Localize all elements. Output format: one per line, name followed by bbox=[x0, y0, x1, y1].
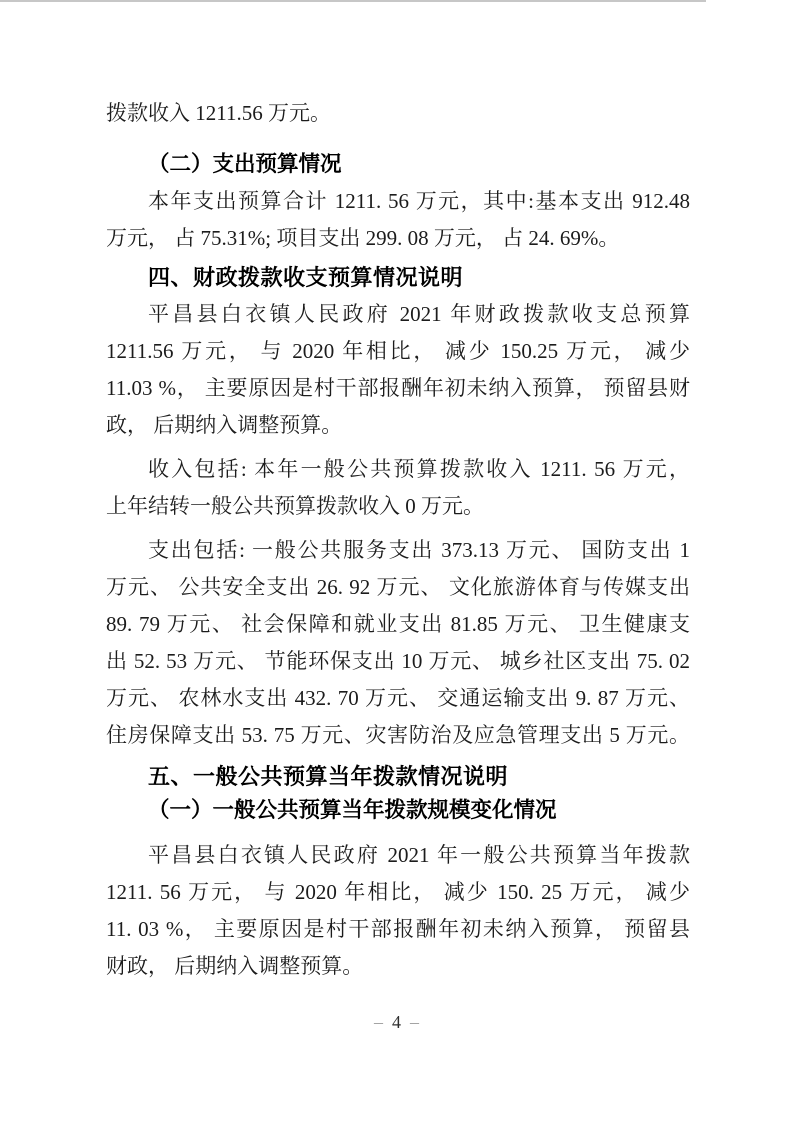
page-number-dash-right: – bbox=[410, 1012, 419, 1032]
subsection-heading-appropriation-scale-change: （一）一般公共预算当年拨款规模变化情况 bbox=[148, 798, 557, 822]
paragraph-line: 1211. 56 万元， 与 2020 年相比， 减少 150. 25 万元， 减少 bbox=[106, 880, 690, 904]
paragraph-line: 住房保障支出 53. 75 万元、灾害防治及应急管理支出 5 万元。 bbox=[106, 723, 690, 747]
paragraph-line: 11.03 %， 主要原因是村干部报酬年初未纳入预算， 预留县财 bbox=[106, 376, 690, 400]
paragraph-line: 本年支出预算合计 1211. 56 万元，其中:基本支出 912.48 bbox=[148, 189, 690, 213]
paragraph-line: 财政， 后期纳入调整预算。 bbox=[106, 954, 364, 978]
subsection-heading-expenditure-budget: （二）支出预算情况 bbox=[148, 152, 342, 176]
carryover-paragraph-line: 拨款收入 1211.56 万元。 bbox=[106, 101, 331, 125]
paragraph-line: 支出包括: 一般公共服务支出 373.13 万元、 国防支出 1 bbox=[148, 538, 690, 562]
paragraph-line: 万元、 农林水支出 432. 70 万元、 交通运输支出 9. 87 万元、 bbox=[106, 686, 690, 710]
scan-edge-artifact bbox=[0, 0, 706, 2]
paragraph-line: 平昌县白衣镇人民政府 2021 年财政拨款收支总预算 bbox=[148, 302, 690, 326]
paragraph-line: 收入包括: 本年一般公共预算拨款收入 1211. 56 万元， bbox=[148, 457, 690, 481]
page-footer bbox=[0, 1008, 793, 1036]
paragraph-line: 89. 79 万元、 社会保障和就业支出 81.85 万元、 卫生健康支 bbox=[106, 612, 690, 636]
page-number-dash-left: – bbox=[374, 1012, 383, 1032]
section-heading-general-public-budget: 五、一般公共预算当年拨款情况说明 bbox=[148, 764, 509, 789]
section-heading-fiscal-appropriation: 四、财政拨款收支预算情况说明 bbox=[148, 265, 464, 290]
paragraph-line: 平昌县白衣镇人民政府 2021 年一般公共预算当年拨款 bbox=[148, 843, 690, 867]
document-content bbox=[106, 95, 690, 985]
paragraph-line: 政， 后期纳入调整预算。 bbox=[106, 413, 343, 437]
paragraph-line: 万元， 占 75.31%; 项目支出 299. 08 万元， 占 24. 69%。 bbox=[106, 226, 620, 250]
paragraph-line: 1211.56 万元， 与 2020 年相比， 减少 150.25 万元， 减少 bbox=[106, 339, 690, 363]
paragraph-line: 11. 03 %， 主要原因是村干部报酬年初未纳入预算， 预留县 bbox=[106, 917, 690, 941]
paragraph-line: 上年结转一般公共预算拨款收入 0 万元。 bbox=[106, 494, 484, 518]
paragraph-line: 万元、 公共安全支出 26. 92 万元、 文化旅游体育与传媒支出 bbox=[106, 575, 690, 599]
page-number: 4 bbox=[392, 1012, 401, 1032]
paragraph-line: 出 52. 53 万元、 节能环保支出 10 万元、 城乡社区支出 75. 02 bbox=[106, 649, 690, 673]
